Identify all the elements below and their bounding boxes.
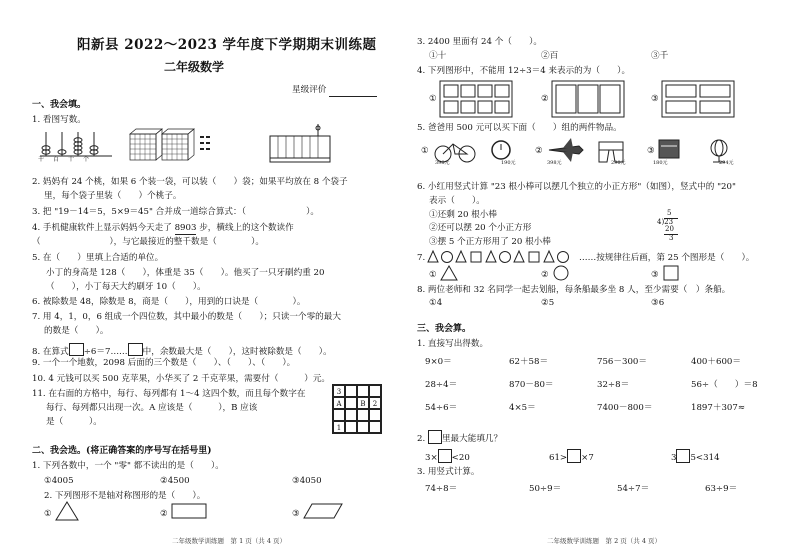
abacus-label: 个 [83,156,99,163]
question-5-line-2: 小丁的身高是 128（ ），体重是 35（ ）。他买了一只牙刷约重 20 [46,268,325,278]
fill-box-3 [671,449,720,464]
choice-4: 4. 下列图形中，不能用 12÷3＝4 来表示的为（ ）。 [417,66,631,76]
exam-subtitle: 二年级数学 [164,60,225,74]
choice-2-option-2: ② [160,509,168,519]
fill-box-1 [425,449,470,464]
triangle-option-icon [439,264,459,282]
choice-6-option-1: ①还剩 20 根小棒 [429,210,497,220]
calc-cell: 756－300＝ [597,357,647,367]
rating-line [329,86,377,97]
choice-8-option-1: ①4 [429,298,443,308]
circle-option-icon [551,264,571,282]
question-4-line-1 [32,224,294,235]
grid-cell [357,385,369,397]
choice-3-option-1: ①十 [429,51,447,61]
choice-2-option-1: ① [44,509,52,519]
choice-1-option-3: ③4050 [292,476,322,486]
choice-2-option-3: ③ [292,509,300,519]
choice-5-option-3: ③ [647,146,655,156]
price-label: 190元 [501,160,516,166]
page-2-footer: 二年级数学训练题 第 2 页（共 4 页） [547,537,662,545]
choice-5-option-2: ② [535,146,543,156]
fill-box-2 [549,449,594,464]
cube-blocks-image [126,126,236,166]
abacus-1-labels [38,157,98,164]
choice-8: 8. 两位老师和 32 名同学一起去划船，每条船最多坐 8 人，至少需要（ ）条船。 [417,285,731,295]
calc-1: 1. 直接写出得数。 [417,339,489,349]
division-dividend: 4)23 [657,217,674,226]
calc-3: 3. 用竖式计算。 [417,467,480,477]
grid-cell [369,421,381,433]
rectangle-icon [170,502,210,520]
shape-sequence [427,249,577,265]
choice-3-option-2: ②百 [541,51,559,61]
choice-7-option-1: ① [429,270,437,280]
choice-7-label: 7. [417,253,426,263]
calc-cell: 7400－800＝ [597,403,653,413]
question-7-line-1: 7. 用 4，1，0，6 组成一个四位数，其中最小的数是（ ）；只读一个零的最大 [32,312,341,322]
calc-cell: 56÷（ ）＝8 [691,380,758,390]
question-4-line-2: （ ），与它最接近的整千数是（ ）。 [32,237,265,247]
grid-cell [333,409,345,421]
calc-2-number: 2. [417,434,426,444]
fill-text: ×7 [581,453,594,463]
answer-box [676,449,690,463]
choice-8-option-3: ③6 [651,298,665,308]
choice-2: 2. 下列图形不是轴对称图形的是（ ）。 [44,491,206,501]
fill-text: 3 [671,453,677,463]
choice-4-option-1: ① [429,94,437,104]
question-1: 1. 看图写数。 [32,115,86,125]
grid-cell: 2 [369,397,381,409]
choice-1-option-1: ①4005 [44,476,74,486]
grid-cell [369,409,381,421]
price-label: 398元 [547,160,562,166]
question-8-text: 8. 在算式 [32,347,69,357]
question-5-line-3: （ ），小丁每天大约刷牙 10（ ）。 [46,282,206,292]
division-subtract: 20 [665,225,674,233]
grid-cell [369,385,381,397]
sudoku-grid [332,384,382,434]
choice-8-option-2: ②5 [541,298,555,308]
choice-6-option-3: ③摆 5 个正方形用了 20 根小棒 [429,237,551,247]
grid-cell [357,409,369,421]
question-11-line-3: 是（ ）。 [46,417,102,427]
question-5-line-1: 5. 在（ ）里填上合适的单位。 [32,253,164,263]
price-label: 294元 [719,160,734,166]
calc-cell: 400＋600＝ [691,357,741,367]
section-3-heading: 三、我会算。 [417,324,472,334]
dividend-box [69,343,84,356]
calc-cell: 9×0＝ [425,357,452,367]
grid-cell [345,421,357,433]
question-9: 9. 一个一个地数，2098 后面的三个数是（ ）、（ ）、（ ）。 [32,358,296,368]
grid-cell: 3 [333,385,345,397]
choice-7-option-2: ② [541,270,549,280]
grid-cell: A [333,397,345,409]
choice-3: 3. 2400 里面有 24 个（ ）。 [417,37,542,47]
division-quotient: 5 [667,209,672,217]
exam-title: 阳新县 2022～2023 学年度下学期期末训练题 [77,37,377,53]
parallelogram-icon [302,502,344,520]
vertical-calc-item: 54÷7＝ [617,484,650,494]
section-1-heading: 一、我会填。 [32,100,87,110]
grid-cell: B [357,397,369,409]
question-2-line-2: 里，每个袋子里装（ ）个桃子。 [44,191,182,201]
dots-group-2-image [551,80,625,118]
fill-text: 5<314 [690,453,720,463]
answer-box [567,449,581,463]
grid-cell: 1 [333,421,345,433]
rating-label-text: 星级评价 [292,85,327,95]
price-label: 180元 [653,160,668,166]
question-11-line-2: 每行、每列都只出现一次。A 应该是（ ），B 应该 [46,403,258,413]
vertical-calc-item: 50÷9＝ [529,484,562,494]
question-6: 6. 被除数是 48，除数是 8，商是（ ），用到的口诀是（ ）。 [32,297,306,307]
long-division [657,210,678,242]
calc-cell: 28÷4＝ [425,380,458,390]
calc-cell: 4×5＝ [509,403,536,413]
choice-7-option-3: ③ [651,270,659,280]
left-page [30,0,382,558]
dots-group-3-image [661,80,735,118]
question-2-line-1: 2. 妈妈有 24 个桃，如果 6 个装一袋，可以装（ ）袋；如果平均放在 8 个袋子 [32,177,348,187]
choice-4-option-2: ② [541,94,549,104]
choice-1: 1. 下列各数中，一个 "零" 都不读出的是（ ）。 [32,461,224,471]
question-4-text: 4. 手机健康软件上显示妈妈今天走了 [32,223,172,233]
fill-text: 61> [549,453,568,463]
rating-label [292,86,377,97]
question-8-text-3: 中，余数最大是（ ），这时被除数是（ ）。 [142,347,332,357]
answer-box [438,449,452,463]
calc-cell: 870－80＝ [509,380,554,390]
page-1-footer: 二年级数学训练题 第 1 页（共 4 页） [172,537,287,545]
calc-2-text: 里最大能填几？ [441,434,503,444]
triangle-icon [54,500,80,522]
price-label: 398元 [435,160,450,166]
choice-3-option-3: ③千 [651,51,669,61]
choice-6-option-2: ②还可以摆 20 个小正方形 [429,223,532,233]
question-4-text-2: 步，横线上的这个数读作 [199,223,294,233]
dots-group-1-image [439,80,513,118]
grid-cell [345,397,357,409]
abacus-label: 百 [53,156,69,163]
abacus-2-image [266,122,336,166]
price-label: 290元 [611,160,626,166]
abacus-label: 千 [38,156,54,163]
grid-cell [345,385,357,397]
grid-cell [345,409,357,421]
question-3: 3. 把 "19－14＝5，5×9＝45" 合并成一道综合算式：（ ）。 [32,207,319,217]
question-8 [32,343,332,358]
choice-4-option-3: ③ [651,94,659,104]
section-2-heading: 二、我会选。(将正确答案的序号写在括号里) [32,446,212,456]
right-page [417,0,767,558]
vertical-calc-item: 74÷8＝ [425,484,458,494]
choice-5: 5. 爸爸用 500 元可以买下面（ ）组的两件物品。 [417,123,622,133]
vertical-calc-item: 63÷9＝ [705,484,738,494]
choice-6-line-1: 6. 小红用竖式计算 "23 根小棒可以摆几个独立的小正方形"（如图），竖式中的 "20" [417,182,736,192]
choice-7: ……按规律往后画，第 25 个图形是（ ）。 [579,253,755,263]
square-option-icon [661,264,681,282]
choice-5-option-1: ① [421,146,429,156]
question-11-line-1: 11. 在右面的方格中，每行、每列都有 1～4 这四个数，而且每个数字在 [32,389,306,399]
question-4-number: 8903 [174,223,197,233]
question-7-line-2: 的数是（ ）。 [44,326,109,336]
calc-cell: 62＋58＝ [509,357,549,367]
question-10: 10. 4 元钱可以买 500 克苹果，小华买了 2 千克苹果，需要付（ ）元。 [32,374,331,384]
answer-box [428,430,442,444]
question-8-text-2: ÷6＝7…… [83,347,128,357]
calc-cell: 32÷8＝ [597,380,630,390]
calc-cell: 1897＋307≈ [691,403,746,413]
choice-1-option-2: ②4500 [160,476,190,486]
calc-cell: 54÷6＝ [425,403,458,413]
remainder-box [128,343,143,356]
division-remainder: 3 [669,233,674,242]
fill-text: <20 [451,453,470,463]
fill-text: 3× [425,453,438,463]
calc-2 [417,430,502,445]
grid-cell [357,421,369,433]
abacus-label: 十 [68,156,84,163]
choice-6-line-2: 表示（ ）。 [429,196,485,206]
